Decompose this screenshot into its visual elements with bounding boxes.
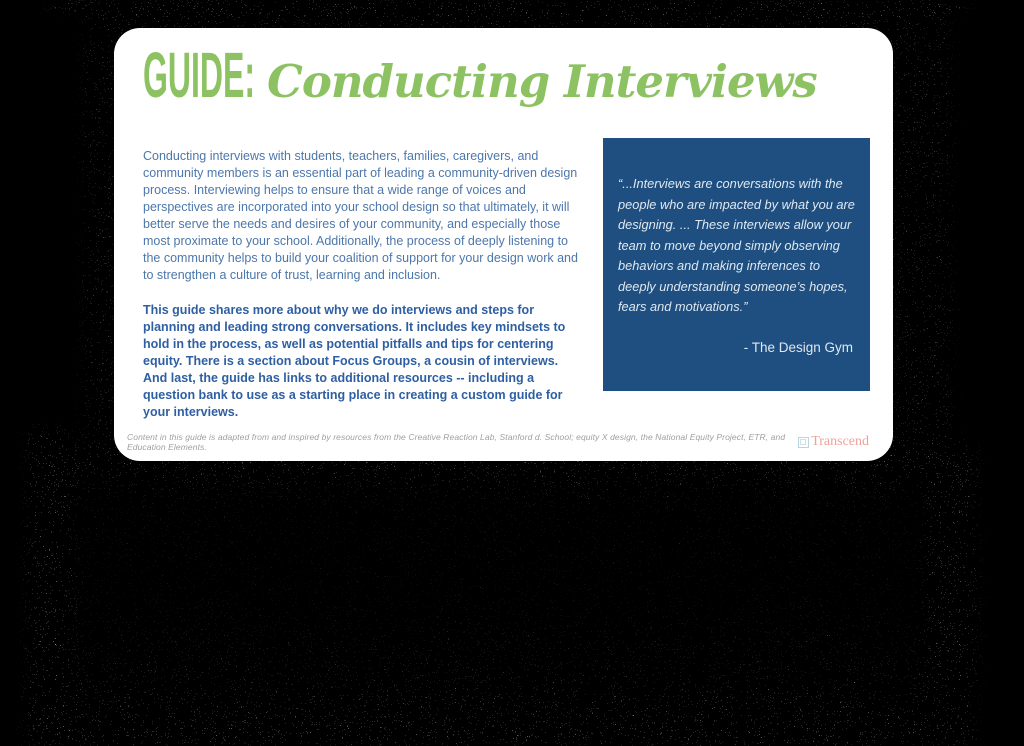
guide-card xyxy=(114,28,893,461)
quote-attribution: - The Design Gym xyxy=(743,339,853,355)
title-prefix: GUIDE: xyxy=(143,39,255,111)
transcend-logo-text: Transcend xyxy=(811,434,869,449)
card-footer xyxy=(127,432,869,452)
page-title xyxy=(143,39,817,111)
transcend-logo xyxy=(798,434,869,450)
guide-summary-paragraph: This guide shares more about why we do interviews and steps for planning and leading strong conversations. It includes key mindsets to hold in the process, as well as potential pitfalls and tips for centering equity. There is a section about Focus Groups, a cousin of interviews. And last, the guide has links to additional resources -- including a question bank to use as a starting place in creating a custom guide for your interviews. xyxy=(143,303,566,419)
transcend-logo-icon xyxy=(798,437,809,448)
title-script: Conducting Interviews xyxy=(267,55,817,108)
body-text-column xyxy=(143,148,583,421)
intro-paragraph: Conducting interviews with students, teachers, families, caregivers, and community members is an essential part of leading a community-driven design process. Interviewing helps to ensure that a wide range of voices and perspectives are incorporated into your school design so that ultimately, it will better serve the needs and desires of your community, and especially those most proximate to your school. Additionally, the process of deeply listening to the community helps to build your coalition of support for your design work and to strengthen a culture of trust, learning and inclusion. xyxy=(143,149,578,282)
quote-box xyxy=(603,138,870,391)
quote-text: “...Interviews are conversations with the people who are impacted by what you are designing. ... These interviews allow your team to move beyond simply observing behaviors and making inferences to deeply understanding someone’s hopes, fears and motivations.” xyxy=(618,176,855,314)
footer-note: Content in this guide is adapted from and inspired by resources from the Creative Reaction Lab, Stanford d. School; equity X design, the National Equity Project, ETR, and Education Elements. xyxy=(127,432,786,452)
